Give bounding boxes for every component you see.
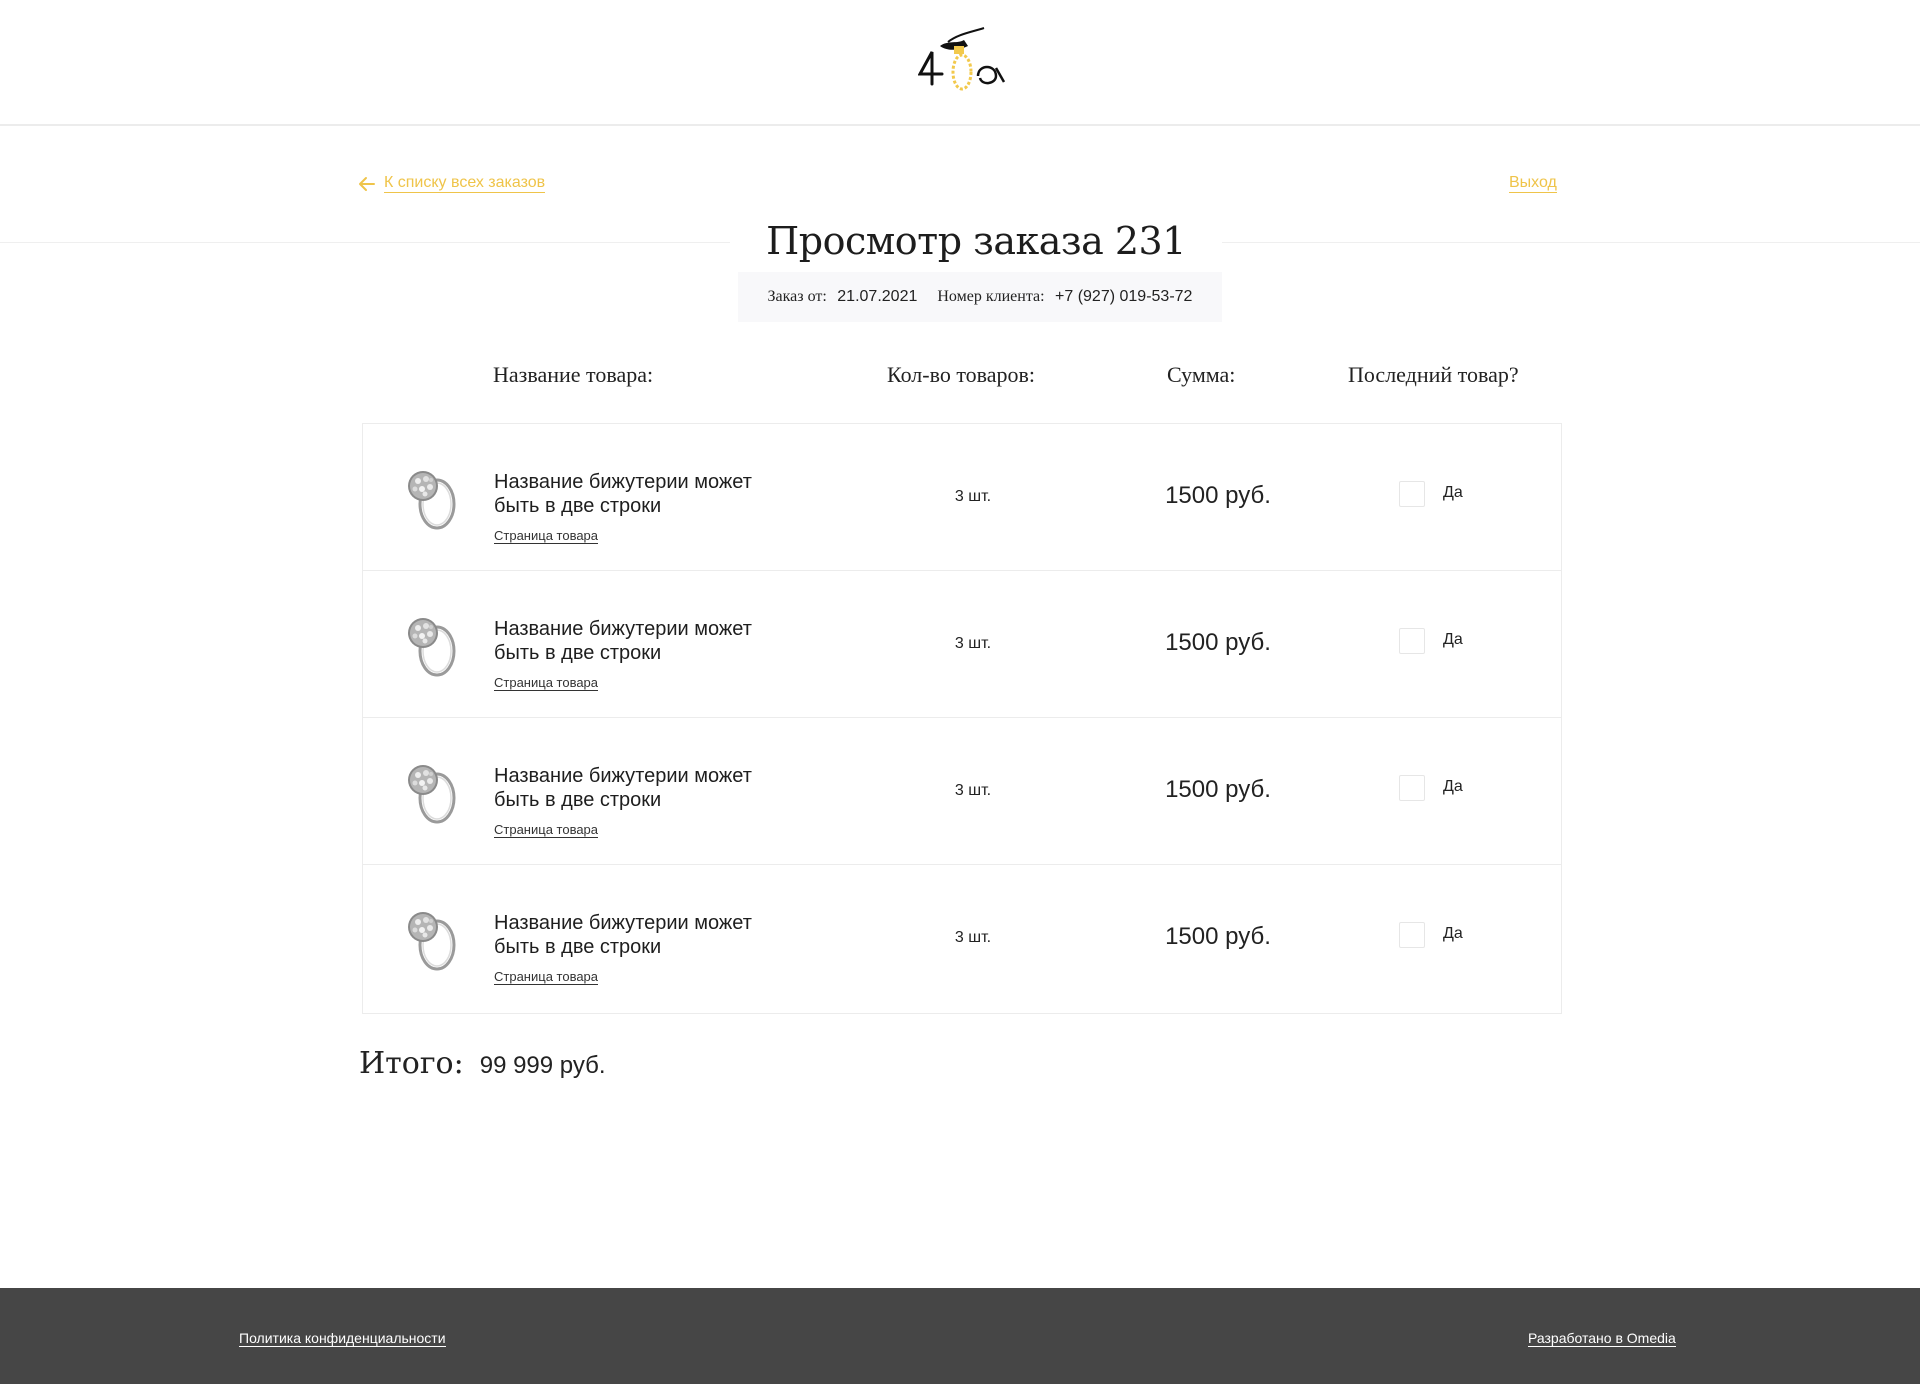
order-date-value: 21.07.2021 xyxy=(837,288,918,305)
order-meta xyxy=(738,272,1222,322)
product-page-link[interactable]: Страница товара xyxy=(494,822,599,837)
client-number-value: +7 (927) 019-53-72 xyxy=(1055,288,1193,305)
product-page-link[interactable]: Страница товара xyxy=(494,675,599,690)
product-name: Название бижутерии может быть в две строки xyxy=(494,471,752,517)
table-row xyxy=(363,424,1561,571)
product-qty: 3 шт. xyxy=(954,929,992,946)
title-box xyxy=(730,214,1222,278)
site-header xyxy=(0,0,1920,126)
developer-link[interactable]: Разработано в Omedia xyxy=(1528,1330,1676,1346)
col-header-last: Последний товар? xyxy=(1348,362,1519,387)
total-value: 99 999 руб. xyxy=(479,1052,606,1079)
last-item-checkbox[interactable] xyxy=(1399,628,1425,654)
last-item-label: Да xyxy=(1443,778,1463,795)
page-title: Просмотр заказа 231 xyxy=(766,219,1186,263)
order-date xyxy=(768,288,918,306)
last-item-checkbox[interactable] xyxy=(1399,481,1425,507)
order-items-table xyxy=(362,423,1562,1014)
back-link-label: К списку всех заказов xyxy=(384,174,546,191)
product-page-link[interactable]: Страница товара xyxy=(494,969,599,984)
client-number xyxy=(937,288,1192,306)
last-item-label: Да xyxy=(1443,484,1463,501)
ring-product-image xyxy=(401,754,461,826)
product-name: Название бижутерии может быть в две строки xyxy=(494,912,752,958)
product-sum: 1500 руб. xyxy=(1165,923,1271,950)
order-date-label: Заказ от: xyxy=(767,288,827,305)
last-item-checkbox[interactable] xyxy=(1399,922,1425,948)
table-row xyxy=(363,865,1561,1012)
col-header-sum: Сумма: xyxy=(1167,362,1236,387)
logo[interactable] xyxy=(918,24,1014,96)
total-label: Итого: xyxy=(359,1046,464,1081)
product-sum: 1500 руб. xyxy=(1165,629,1271,656)
ring-product-image xyxy=(401,901,461,973)
site-footer xyxy=(0,1288,1920,1384)
last-item-label: Да xyxy=(1443,925,1463,942)
logout-link[interactable]: Выход xyxy=(1509,174,1557,191)
product-qty: 3 шт. xyxy=(954,488,992,505)
table-row xyxy=(363,571,1561,718)
order-total xyxy=(359,1046,606,1081)
product-qty: 3 шт. xyxy=(954,782,992,799)
last-item-label: Да xyxy=(1443,631,1463,648)
product-qty: 3 шт. xyxy=(954,635,992,652)
product-sum: 1500 руб. xyxy=(1165,776,1271,803)
ring-product-image xyxy=(401,607,461,679)
table-row xyxy=(363,718,1561,865)
product-page-link[interactable]: Страница товара xyxy=(494,528,599,543)
arrow-left-icon xyxy=(358,175,376,193)
product-name: Название бижутерии может быть в две строки xyxy=(494,618,752,664)
ring-product-image xyxy=(401,460,461,532)
back-to-orders-link[interactable] xyxy=(358,174,545,193)
col-header-qty: Кол-во товаров: xyxy=(887,362,1036,387)
product-sum: 1500 руб. xyxy=(1165,482,1271,509)
last-item-checkbox[interactable] xyxy=(1399,775,1425,801)
client-number-label: Номер клиента: xyxy=(937,288,1045,305)
col-header-name: Название товара: xyxy=(493,362,654,387)
privacy-policy-link[interactable]: Политика конфиденциальности xyxy=(239,1330,446,1346)
product-name: Название бижутерии может быть в две строки xyxy=(494,765,752,811)
